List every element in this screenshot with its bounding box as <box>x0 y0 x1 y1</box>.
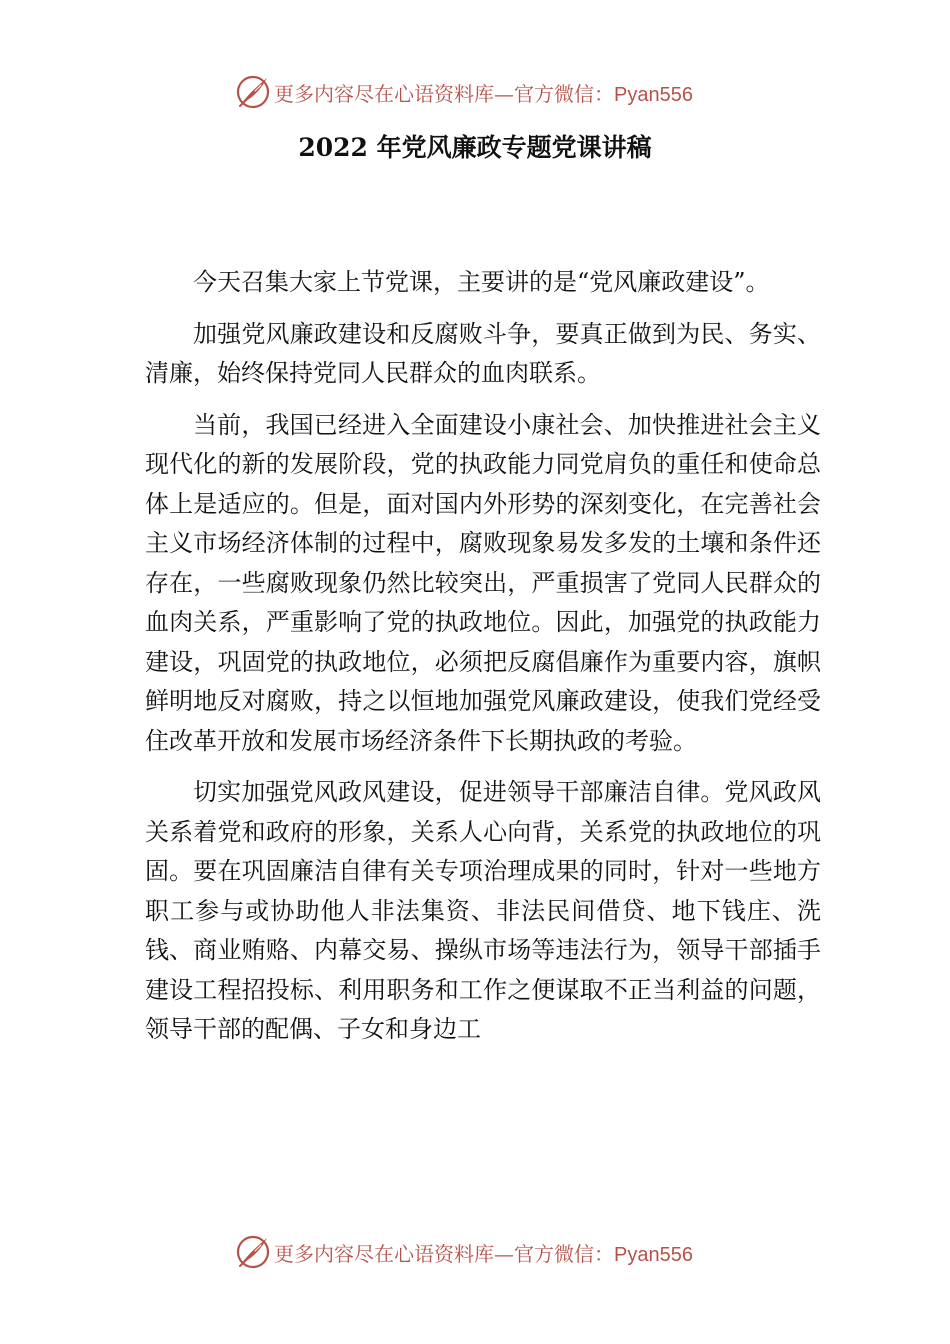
paragraph: 切实加强党风政风建设，促进领导干部廉洁自律。党风政风关系着党和政府的形象，关系人心向背，关系党的执政地位的巩固。要在巩固廉洁自律有关专项治理成果的同时，针对一些地方职工参与或协助他人非法集资、非法民间借贷、地下钱庄、洗钱、商业贿赂、内幕交易、操纵市场等违法行为，领导干部插手建设工程招投标、利用职务和工作之便谋取不正当利益的问题，领导干部的配偶、子女和身边工 <box>145 778 821 1043</box>
header-watermark-label: 更多内容尽在心语资料库—官方微信： <box>274 81 614 106</box>
header-watermark-text <box>274 78 693 107</box>
document-body <box>145 263 821 1062</box>
document-title: 2022 年党风廉政专题党课讲稿 <box>298 133 652 162</box>
feather-logo-icon <box>234 73 272 111</box>
footer-watermark-id: Pyan556 <box>614 1243 693 1266</box>
footer-watermark-label: 更多内容尽在心语资料库—官方微信： <box>274 1241 614 1266</box>
feather-logo-icon <box>234 1233 272 1271</box>
header-watermark <box>234 72 693 112</box>
header-watermark-id: Pyan556 <box>614 83 693 106</box>
paragraph: 当前，我国已经进入全面建设小康社会、加快推进社会主义现代化的新的发展阶段，党的执政能力同党肩负的重任和使命总体上是适应的。但是，面对国内外形势的深刻变化，在完善社会主义市场经济体制的过程中，腐败现象易发多发的土壤和条件还存在，一些腐败现象仍然比较突出，严重损害了党同人民群众的血肉关系，严重影响了党的执政地位。因此，加强党的执政能力建设，巩固党的执政地位，必须把反腐倡廉作为重要内容，旗帜鲜明地反对腐败，持之以恒地加强党风廉政建设，使我们党经受住改革开放和发展市场经济条件下长期执政的考验。 <box>145 410 821 755</box>
paragraph: 今天召集大家上节党课，主要讲的是“党风廉政建设”。 <box>193 268 770 296</box>
paragraph: 加强党风廉政建设和反腐败斗争，要真正做到为民、务实、清廉，始终保持党同人民群众的血肉联系。 <box>145 319 821 387</box>
footer-watermark <box>234 1232 693 1272</box>
footer-watermark-text <box>274 1238 693 1267</box>
